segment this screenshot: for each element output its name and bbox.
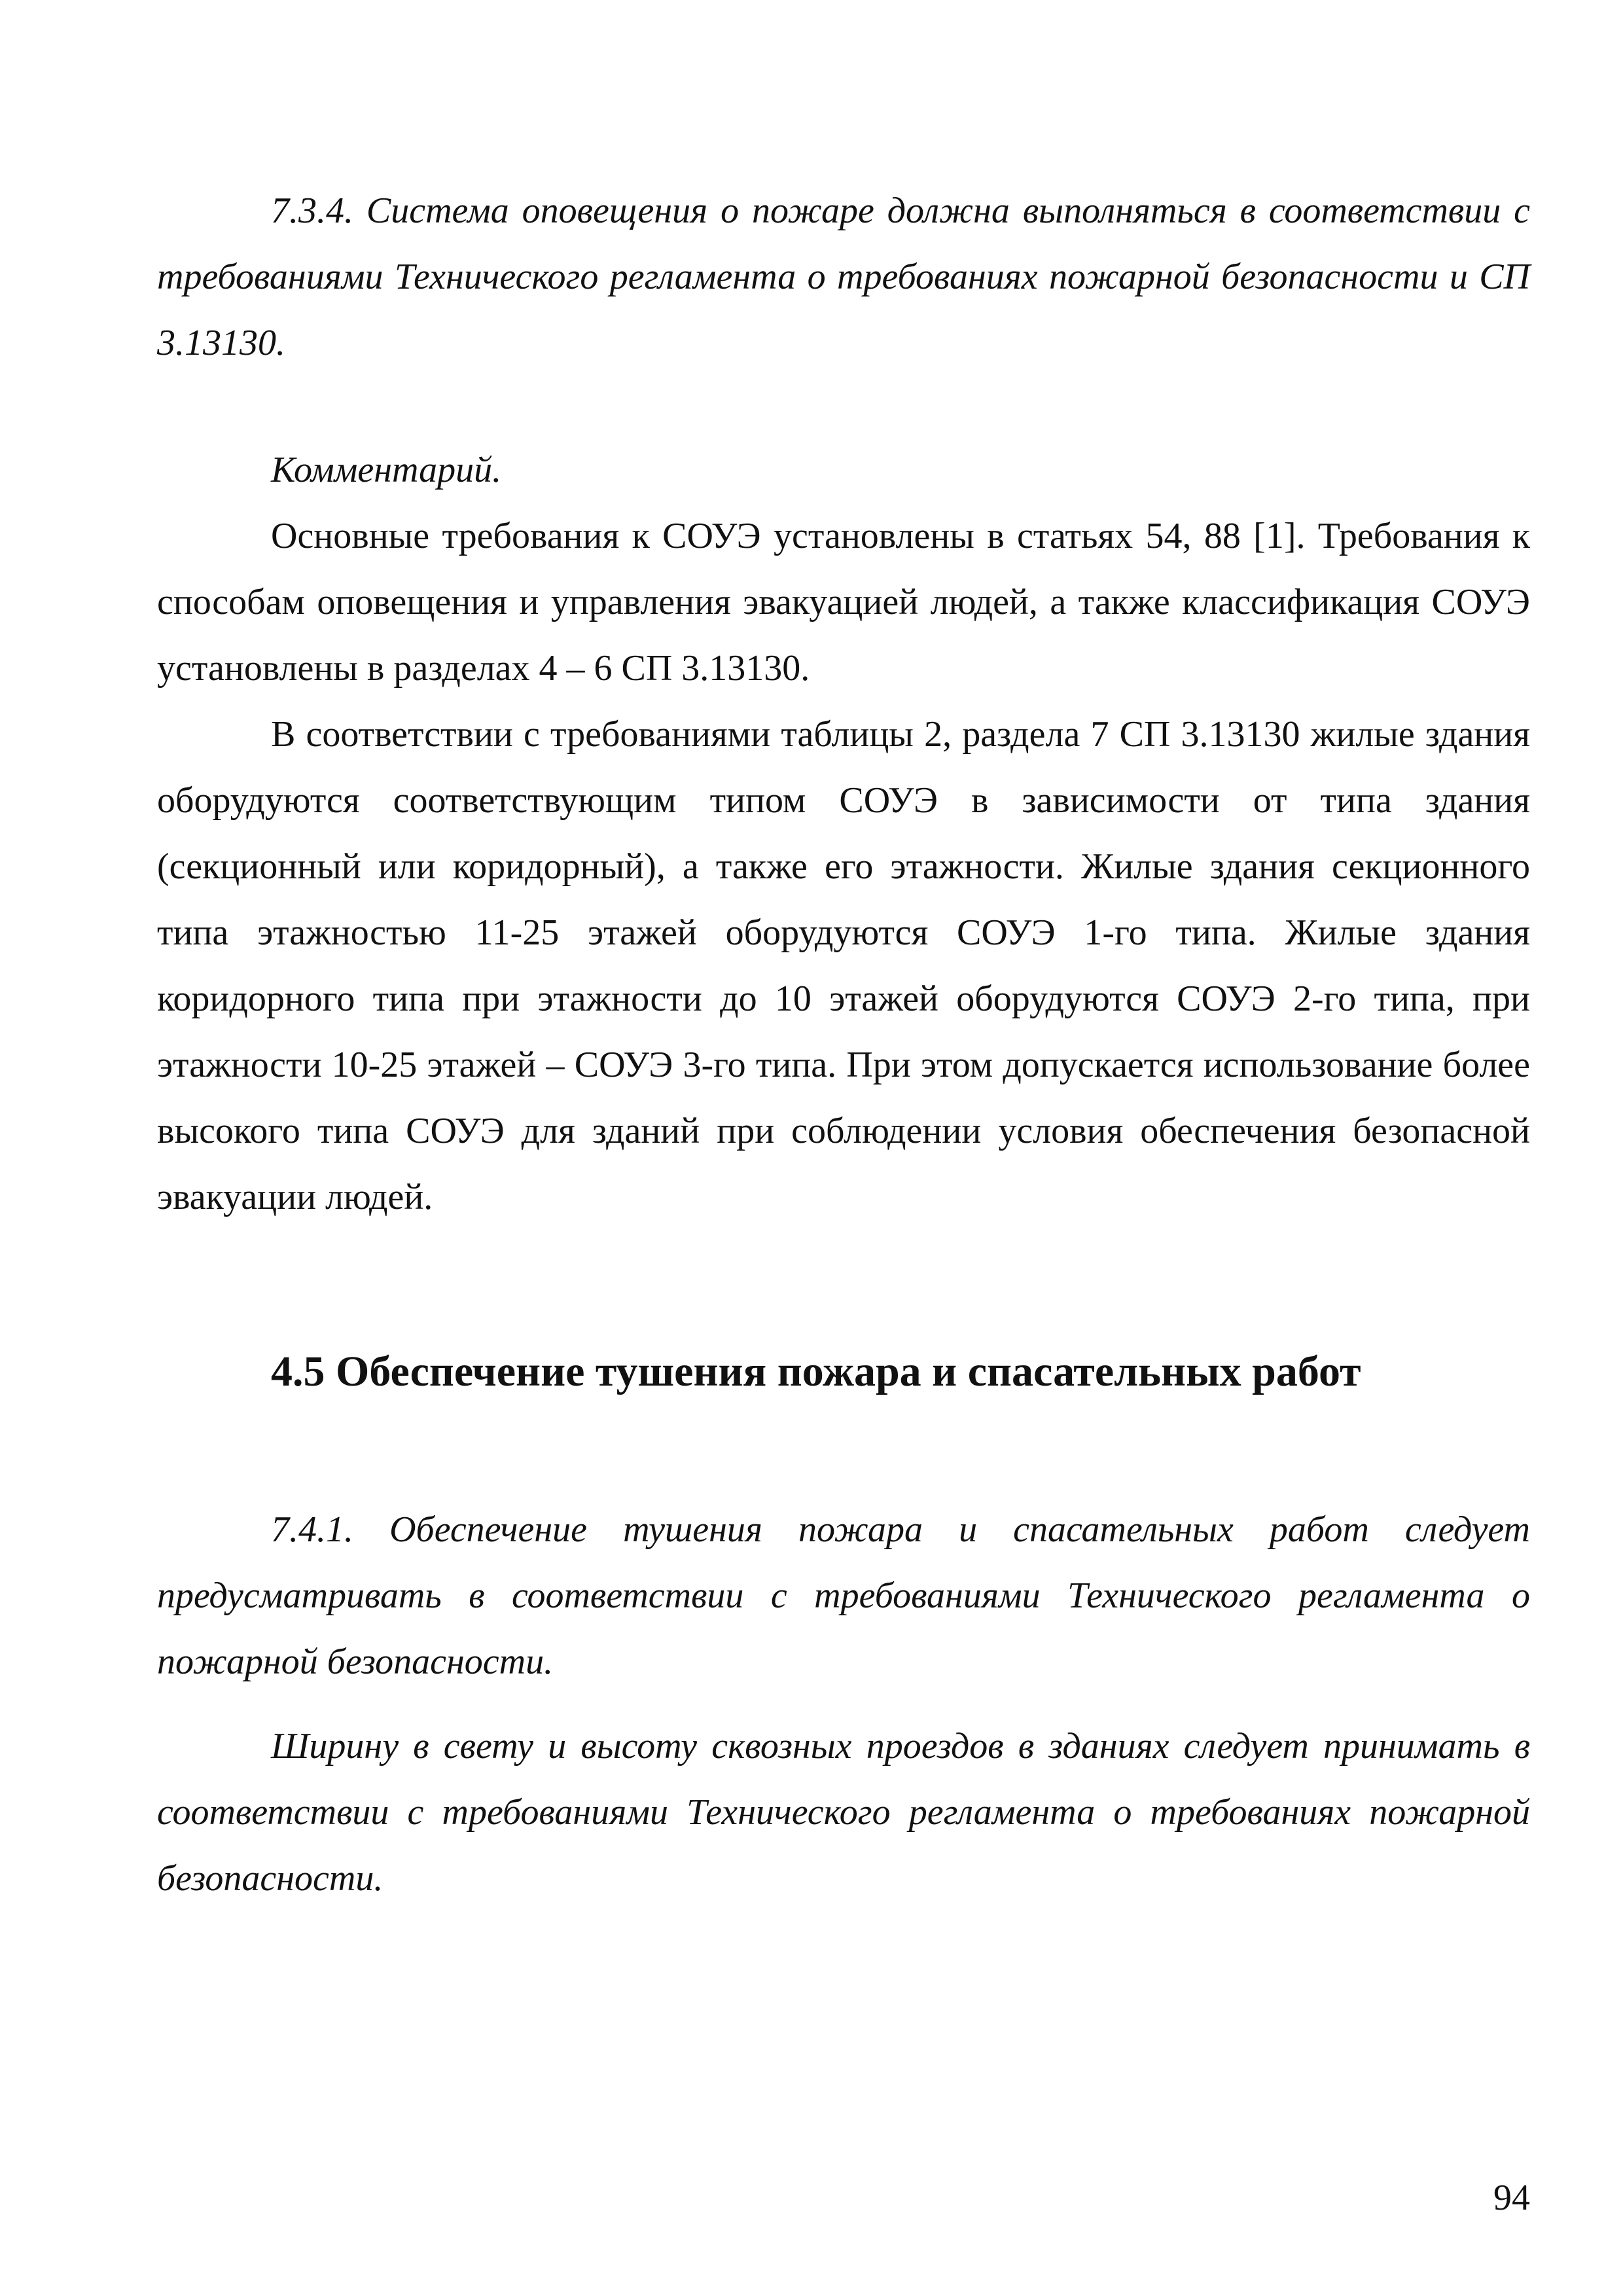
comment-paragraph-1: Основные требования к СОУЭ установлены в статьях 54, 88 [1]. Требования к способам оповещения и управления эвакуацией людей, а также классификация СОУЭ установлены в разделах 4 – 6 СП 3.13130.: [157, 516, 1530, 689]
clause-7-3-4: 7.3.4. Система оповещения о пожаре должна выполняться в соответствии с требованиями Технического регламента о требованиях пожарной безопасности и СП 3.13130.: [157, 190, 1530, 363]
passage-width-paragraph: Ширину в свету и высоту сквозных проездов в зданиях следует принимать в соответствии с требованиями Технического регламента о требованиях пожарной безопасности.: [157, 1726, 1530, 1899]
page-number: 94: [1493, 2178, 1530, 2218]
comment-label: Комментарий.: [271, 450, 502, 490]
clause-7-4-1: 7.4.1. Обеспечение тушения пожара и спасательных работ следует предусматривать в соответствии с требованиями Технического регламента о пожарной безопасности.: [157, 1509, 1530, 1682]
comment-paragraph-2: В соответствии с требованиями таблицы 2, раздела 7 СП 3.13130 жилые здания оборудуются соответствующим типом СОУЭ в зависимости от типа здания (секционный или коридорный), а также его этажности. Жилые здания секционного типа этажностью 11-25 этажей оборудуются СОУЭ 1-го типа. Жилые здания коридорного типа при этажности до 10 этажей оборудуются СОУЭ 2-го типа, при этажности 10-25 этажей – СОУЭ 3-го типа. При этом допускается использование более высокого типа СОУЭ для зданий при соблюдении условия обеспечения безопасной эвакуации людей.: [157, 714, 1530, 1217]
section-heading: 4.5 Обеспечение тушения пожара и спасательных работ: [271, 1348, 1361, 1395]
